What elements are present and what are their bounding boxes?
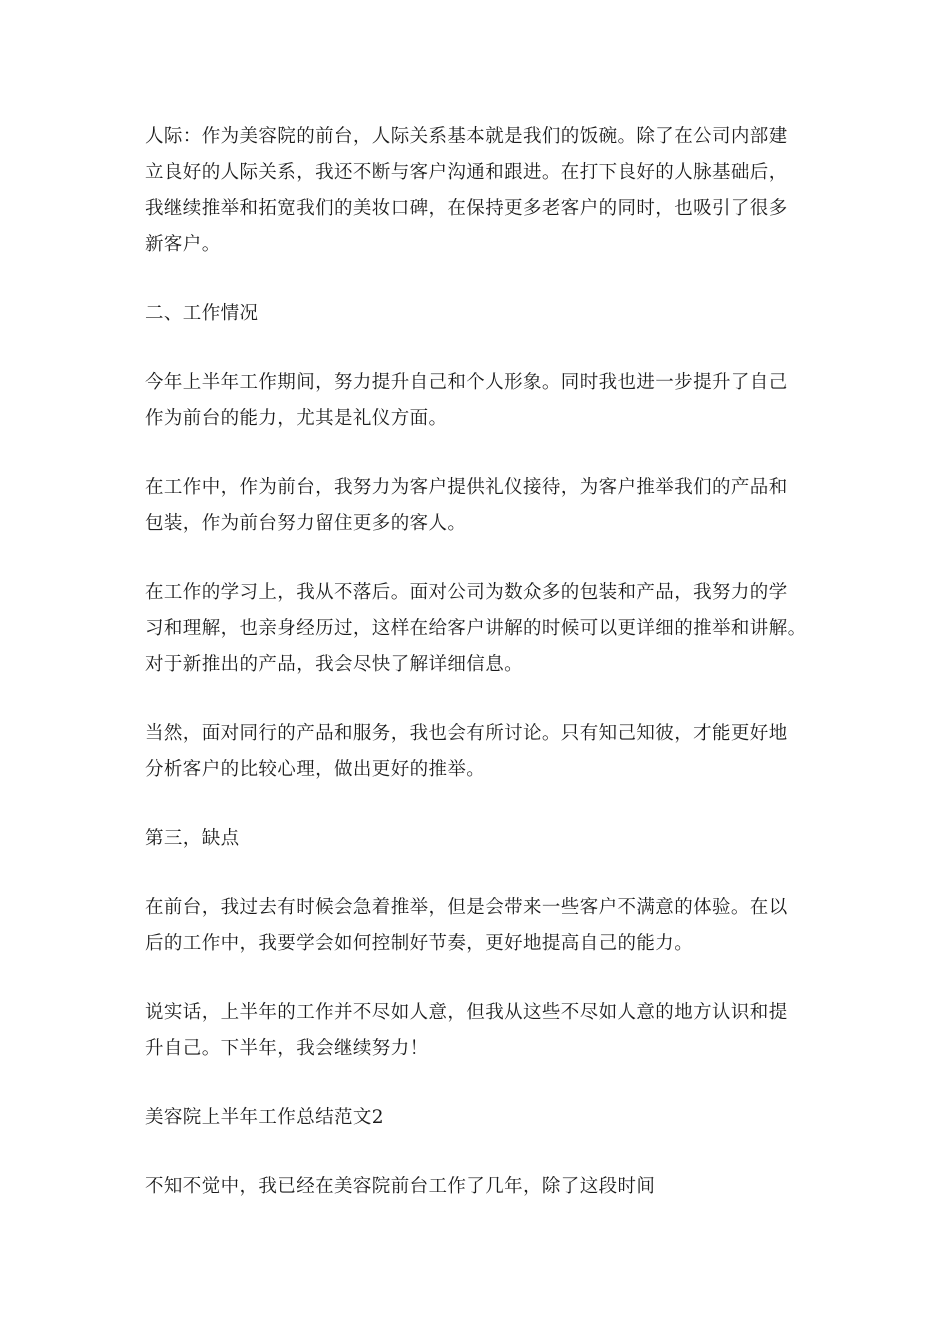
paragraph-learning: [145, 575, 810, 683]
paragraph-spacer: [145, 1067, 810, 1100]
text-line: 人际：作为美容院的前台，人际关系基本就是我们的饭碗。除了在公司内部建: [145, 126, 788, 147]
text-line: 不知不觉中，我已经在美容院前台工作了几年，除了这段时间: [145, 1176, 656, 1197]
text-line: 作为前台的能力，尤其是礼仪方面。: [145, 408, 448, 429]
paragraph-spacer: [145, 683, 810, 716]
paragraph-spacer: [145, 857, 810, 890]
paragraph-spacer: [145, 437, 810, 470]
heading-line: 二、工作情况: [145, 303, 259, 324]
paragraph-sample-2-intro: [145, 1169, 810, 1205]
paragraph-shortcomings: [145, 890, 810, 962]
paragraph-spacer: [145, 263, 810, 296]
text-line: 习和理解，也亲身经历过，这样在给客户讲解的时候可以更详细的推举和讲解。: [145, 618, 807, 639]
text-line: 在前台，我过去有时候会急着推举，但是会带来一些客户不满意的体验。在以: [145, 897, 788, 918]
paragraph-spacer: [145, 962, 810, 995]
text-line: 分析客户的比较心理，做出更好的推举。: [145, 759, 486, 780]
text-line: 在工作中，作为前台，我努力为客户提供礼仪接待，为客户推举我们的产品和: [145, 477, 788, 498]
document-body: [145, 119, 810, 1205]
paragraph-spacer: [145, 332, 810, 365]
text-line: 立良好的人际关系，我还不断与客户沟通和跟进。在打下良好的人脉基础后，: [145, 162, 788, 183]
section-heading-sample-2: [145, 1100, 810, 1136]
text-line: 包装，作为前台努力留住更多的客人。: [145, 513, 467, 534]
paragraph-competitors: [145, 716, 810, 788]
text-line: 在工作的学习上，我从不落后。面对公司为数众多的包装和产品，我努力的学: [145, 582, 788, 603]
section-heading-shortcomings: [145, 821, 810, 857]
text-line: 新客户。: [145, 234, 221, 255]
paragraph-spacer: [145, 1136, 810, 1169]
text-line: 今年上半年工作期间，努力提升自己和个人形象。同时我也进一步提升了自己: [145, 372, 788, 393]
paragraph-self-improvement: [145, 365, 810, 437]
text-line: 对于新推出的产品，我会尽快了解详细信息。: [145, 654, 524, 675]
paragraph-spacer: [145, 542, 810, 575]
paragraph-conclusion: [145, 995, 810, 1067]
text-line: 我继续推举和拓宽我们的美妆口碑，在保持更多老客户的同时，也吸引了很多: [145, 198, 788, 219]
text-line: 说实话，上半年的工作并不尽如人意，但我从这些不尽如人意的地方认识和提: [145, 1002, 788, 1023]
text-line: 当然，面对同行的产品和服务，我也会有所讨论。只有知己知彼，才能更好地: [145, 723, 788, 744]
text-line: 升自己。下半年，我会继续努力！: [145, 1038, 429, 1059]
heading-line: 第三，缺点: [145, 828, 240, 849]
paragraph-reception-work: [145, 470, 810, 542]
section-heading-work-status: [145, 296, 810, 332]
paragraph-spacer: [145, 788, 810, 821]
text-line: 后的工作中，我要学会如何控制好节奏，更好地提高自己的能力。: [145, 933, 694, 954]
paragraph-interpersonal: [145, 119, 810, 263]
heading-line: 美容院上半年工作总结范文2: [145, 1107, 384, 1128]
